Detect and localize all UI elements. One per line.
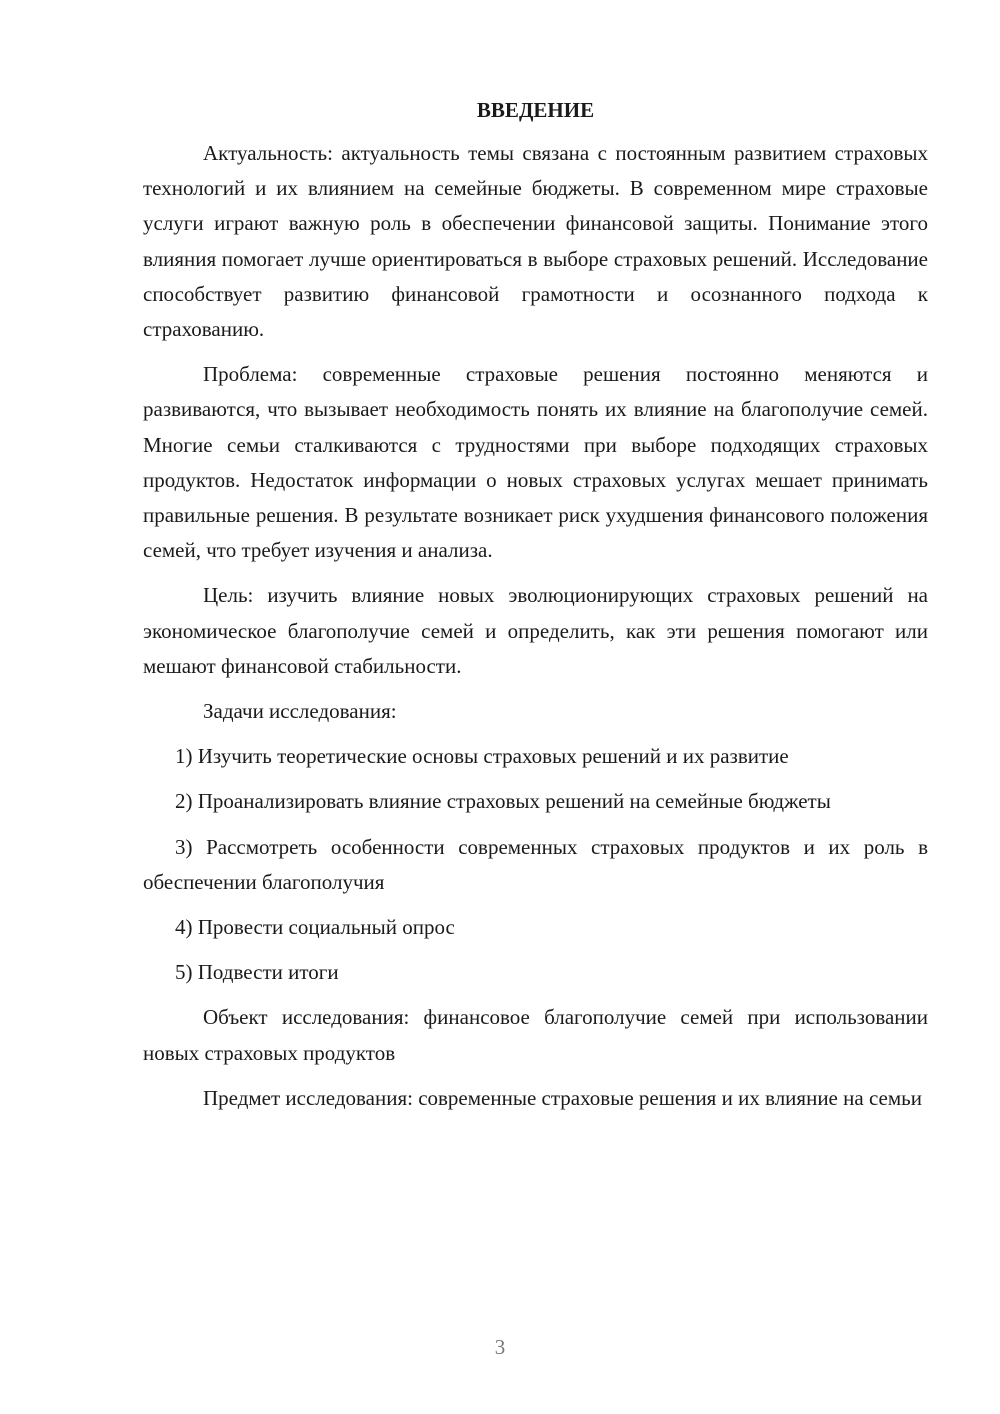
relevance-paragraph: Актуальность: актуальность темы связана с постоянным развитием страховых технологий и их влиянием на семейные бюджеты. В современном мире страховые услуги играют важную роль в обеспечении финансовой защиты. Понимание этого влияния помогает лучше ориентироваться в выборе страховых решений. Исследование способствует развитию финансовой грамотности и осознанного подхода к страхованию. [143,141,928,342]
task-item: 1) Изучить теоретические основы страховых решений и их развитие [175,744,789,769]
task-item: 3) Рассмотреть особенности современных страховых продуктов и их роль в обеспечении благополучия [143,834,928,894]
task-item: 4) Провести социальный опрос [175,915,455,940]
problem-paragraph: Проблема: современные страховые решения постоянно меняются и развиваются, что вызывает необходимость понять их влияние на благополучие семей. Многие семьи сталкиваются с трудностями при выборе подходящих страховых продуктов. Недостаток информации о новых страховых услугах мешает принимать правильные решения. В результате возникает риск ухудшения финансового положения семей, что требует изучения и анализа. [143,362,928,563]
task-item: 5) Подвести итоги [175,960,339,985]
section-heading: ВВЕДЕНИЕ [476,98,595,122]
tasks-heading: Задачи исследования: [203,699,397,724]
document-page [143,96,928,1126]
task-item: 2) Проанализировать влияние страховых решений на семейные бюджеты [175,789,831,814]
subject-paragraph: Предмет исследования: современные страховые решения и их влияние на семьи [203,1085,922,1110]
page-number: 3 [494,1335,506,1359]
goal-paragraph: Цель: изучить влияние новых эволюционирующих страховых решений на экономическое благополучие семей и определить, как эти решения помогают или мешают финансовой стабильности. [143,583,928,678]
object-paragraph: Объект исследования: финансовое благополучие семей при использовании новых страховых продуктов [143,1005,928,1065]
